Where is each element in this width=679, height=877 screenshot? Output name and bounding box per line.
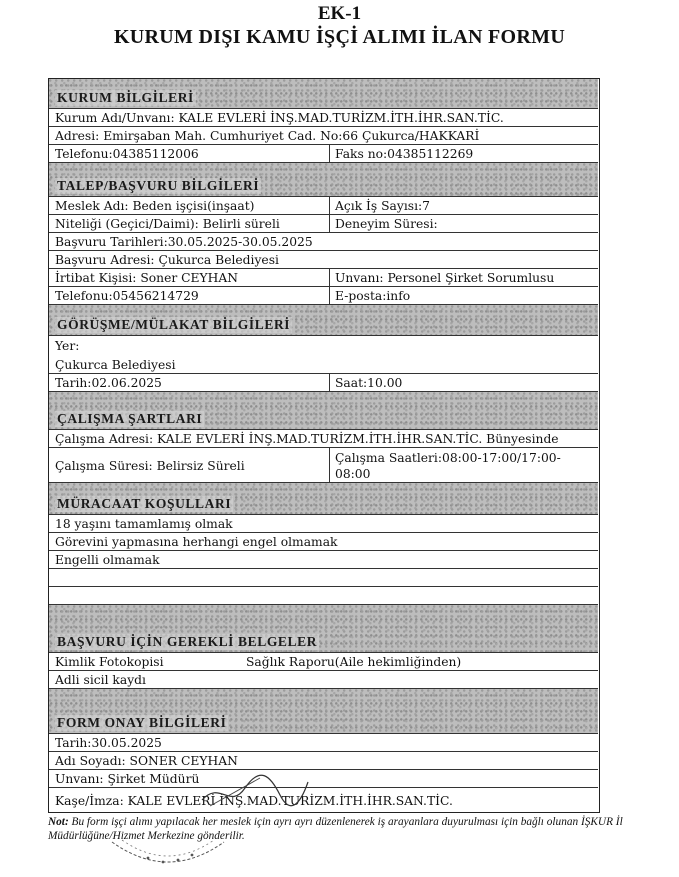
signature-mark — [200, 770, 310, 812]
kosul-item: 18 yaşını tamamlamış olmak — [55, 517, 233, 531]
section-header-talep — [49, 163, 598, 197]
row-calisma-suresi — [49, 448, 598, 483]
section-title-gorusme: GÖRÜŞME/MÜLAKAT BİLGİLERİ — [57, 317, 291, 332]
irtibat-kisisi: İrtibat Kişisi: Soner CEYHAN — [55, 271, 239, 285]
section-header-belgeler — [49, 605, 598, 653]
section-header-kurum — [49, 79, 598, 109]
calisma-adresi: Çalışma Adresi: KALE EVLERİ İNŞ.MAD.TURİZM.İTH.İHR.SAN.TİC. Bünyesinde — [55, 432, 559, 446]
basvuru-tarihleri: Başvuru Tarihleri:30.05.2025-30.05.2025 — [55, 235, 313, 249]
kurum-adi: Kurum Adı/Unvanı: KALE EVLERİ İNŞ.MAD.TURİZM.İTH.İHR.SAN.TİC. — [55, 111, 504, 125]
calisma-saatleri-2: 08:00 — [335, 467, 371, 481]
row-irtibat — [49, 269, 598, 287]
belge-saglik: Sağlık Raporu(Aile hekimliğinden) — [246, 655, 462, 669]
meslek-adi: Meslek Adı: Beden işçisi(inşaat) — [55, 199, 255, 213]
niteligi: Niteliği (Geçici/Daimi): Belirli süreli — [55, 217, 280, 231]
row-kosul-2 — [49, 533, 598, 551]
section-title-talep: TALEP/BAŞVURU BİLGİLERİ — [57, 178, 260, 193]
belge-kimlik: Kimlik Fotokopisi — [55, 655, 164, 669]
row-kurum-adres — [49, 127, 598, 145]
calisma-suresi: Çalışma Süresi: Belirsiz Süreli — [55, 459, 245, 473]
section-header-gorusme — [49, 305, 598, 336]
row-gorusme-tarih — [49, 374, 598, 392]
talep-eposta: E-posta:info — [335, 289, 411, 303]
section-title-muracaat: MÜRACAAT KOŞULLARI — [57, 496, 232, 511]
section-title-onay: FORM ONAY BİLGİLERİ — [57, 715, 227, 730]
belge-adli: Adli sicil kaydı — [55, 673, 146, 687]
row-onay-tarih — [49, 734, 598, 752]
row-meslek — [49, 197, 598, 215]
title-block — [0, 4, 679, 50]
note-label: Not: — [48, 816, 69, 828]
section-title-belgeler: BAŞVURU İÇİN GEREKLİ BELGELER — [57, 634, 318, 649]
row-kurum-telefon — [49, 145, 598, 163]
acik-is-sayisi: Açık İş Sayısı:7 — [335, 199, 430, 213]
section-title-kurum: KURUM BİLGİLERİ — [57, 90, 194, 105]
row-kosul-empty-2 — [49, 587, 598, 605]
basvuru-adresi: Başvuru Adresi: Çukurca Belediyesi — [55, 253, 279, 267]
row-basvuru-tarihleri — [49, 233, 598, 251]
row-yer — [49, 336, 598, 374]
kurum-telefon: Telefonu:04385112006 — [55, 147, 199, 161]
gorusme-tarih: Tarih:02.06.2025 — [55, 376, 162, 390]
gorusme-saat: Saat:10.00 — [335, 376, 403, 390]
section-header-onay — [49, 689, 598, 734]
row-kosul-1 — [49, 515, 598, 533]
onay-adi-soyadi: Adı Soyadı: SONER CEYHAN — [55, 754, 238, 768]
row-belge-2 — [49, 671, 598, 689]
onay-tarih: Tarih:30.05.2025 — [55, 736, 162, 750]
annex-code: EK-1 — [317, 3, 362, 24]
row-basvuru-adresi — [49, 251, 598, 269]
talep-telefon: Telefonu:05456214729 — [55, 289, 199, 303]
note-text: Bu form işçi alımı yapılacak her meslek için ayrı ayrı düzenlenerek iş arayanlara duyurulması için bağlı olunan İŞKUR İl Müdürlüğüne/Hizmet Merkezine gönderilir. — [48, 816, 623, 842]
row-onay-adi — [49, 752, 598, 770]
row-kurum-adi — [49, 109, 598, 127]
company-stamp — [108, 838, 228, 874]
yer-label: Yer: — [55, 339, 80, 353]
irtibat-unvan: Unvanı: Personel Şirket Sorumlusu — [335, 271, 555, 285]
row-belge-1 — [49, 653, 598, 671]
yer-value: Çukurca Belediyesi — [55, 358, 176, 372]
form-title: KURUM DIŞI KAMU İŞÇİ ALIMI İLAN FORMU — [113, 26, 566, 48]
kurum-adres: Adresi: Emirşaban Mah. Cumhuriyet Cad. No:66 Çukurca/HAKKARİ — [55, 129, 480, 143]
row-kosul-3 — [49, 551, 598, 569]
row-onay-kase — [49, 788, 598, 811]
row-talep-telefon — [49, 287, 598, 305]
section-header-calisma — [49, 392, 598, 430]
onay-unvan: Unvanı: Şirket Müdürü — [55, 772, 200, 786]
section-title-calisma: ÇALIŞMA ŞARTLARI — [57, 411, 203, 426]
row-niteligi — [49, 215, 598, 233]
row-calisma-adresi — [49, 430, 598, 448]
onay-kase-imza: Kaşe/İmza: KALE EVLERİ İNŞ.MAD.TURİZM.İTH.İHR.SAN.TİC. — [55, 794, 453, 808]
kurum-faks: Faks no:04385112269 — [335, 147, 474, 161]
section-header-muracaat — [49, 483, 598, 515]
deneyim-suresi: Deneyim Süresi: — [335, 217, 438, 231]
calisma-saatleri-1: Çalışma Saatleri:08:00-17:00/17:00- — [335, 451, 561, 465]
kosul-item: Görevini yapmasına herhangi engel olmamak — [55, 535, 338, 549]
kosul-item: Engelli olmamak — [55, 553, 160, 567]
row-kosul-empty-1 — [49, 569, 598, 587]
row-onay-unvan — [49, 770, 598, 788]
job-posting-form — [48, 78, 600, 813]
